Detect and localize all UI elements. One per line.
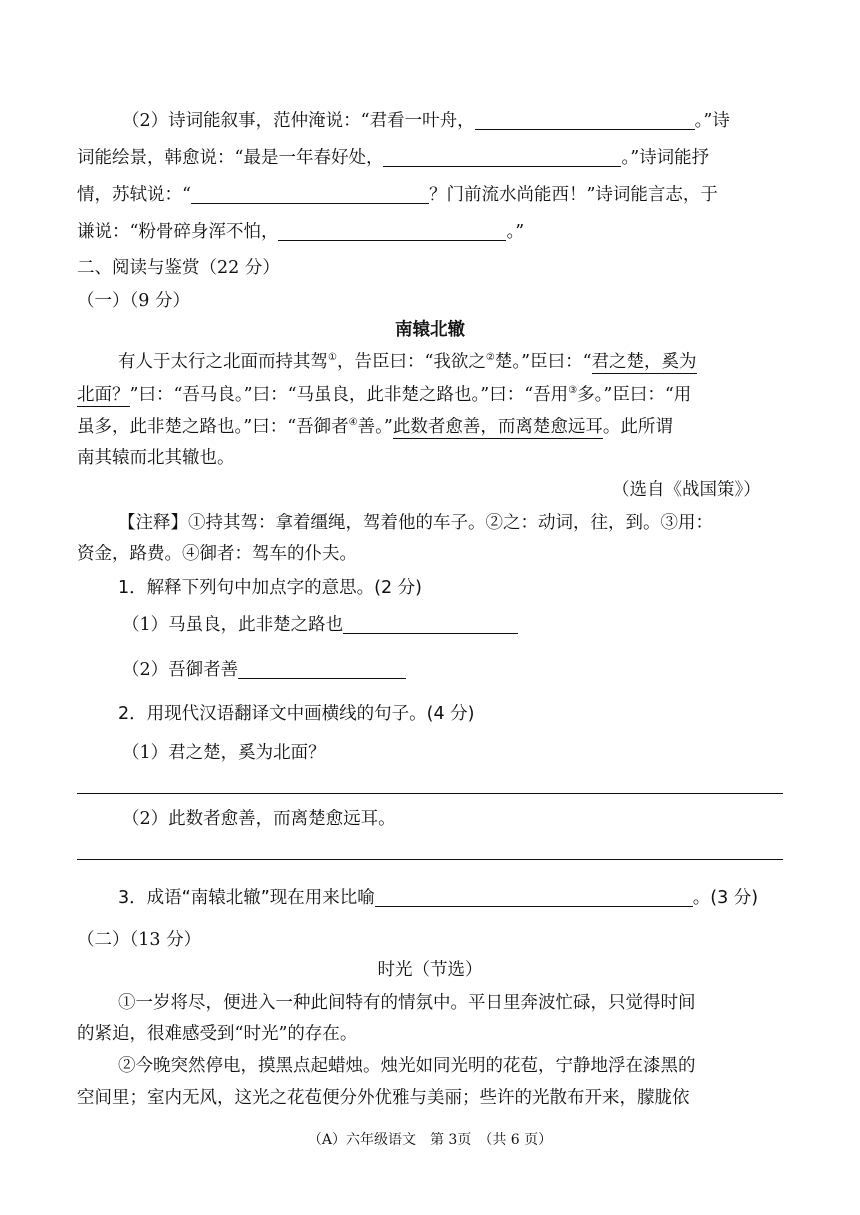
notes-line-2: 资金，路费。④御者：驾车的仆夫。 <box>77 544 357 564</box>
passage-line-4 <box>77 450 235 468</box>
part-label: （二）（13 分） <box>77 930 202 950</box>
question-text: （1）马虽良，此非楚之路也 <box>122 615 344 635</box>
question-text: 。(3 分) <box>692 888 759 908</box>
footnote-mark: ① <box>328 352 337 363</box>
passage-line: 空间里；室内无风，这光之花苞便分外优雅与美丽；些许的光散布开来，朦胧依 <box>77 1088 690 1108</box>
question-text: （2）吾御者善 <box>122 660 239 680</box>
source-citation: （选自《战国策》） <box>612 480 761 500</box>
answer-blank[interactable] <box>191 203 429 204</box>
poetry-text: ？门前流水尚能西！”诗词能言志，于 <box>428 185 718 205</box>
answer-blank[interactable] <box>475 129 695 130</box>
section-heading: 二、阅读与鉴赏（22 分） <box>77 258 280 278</box>
poetry-text: 谦说：“粉骨碎身浑不怕， <box>77 222 279 242</box>
poetry-line-3 <box>77 187 718 205</box>
notes-line-1: 【注释】①持其驾：拿着缰绳，驾着他的车子。②之：动词，往，到。③用： <box>118 513 713 533</box>
page-footer: （A）六年级语文 第 3页 （共 6 页） <box>307 1132 553 1148</box>
poetry-line-4 <box>77 224 524 242</box>
question-text: 3．成语“南辕北辙”现在用来比喻 <box>118 888 375 908</box>
passage-line-3 <box>77 418 673 437</box>
underlined-sentence: 北面？ <box>77 385 130 405</box>
poetry-text: 情，苏轼说：“ <box>77 185 191 205</box>
question-2-2: （2）此数者愈善，而离楚愈远耳。 <box>122 809 396 829</box>
poetry-line-2 <box>77 150 709 168</box>
poetry-line-1 <box>122 113 730 131</box>
passage-text: 。此所谓 <box>602 417 673 437</box>
poetry-text: 。”诗 <box>694 111 730 131</box>
passage-text: ，告臣曰：“我欲之 <box>336 352 486 372</box>
passage-text: 有人于太行之北面而持其驾 <box>118 352 328 372</box>
answer-blank[interactable] <box>375 906 693 907</box>
question-1-2 <box>122 662 406 680</box>
passage-text: 多。”臣曰：“用 <box>577 385 692 405</box>
passage-text: 虽多，此非楚之路也。”曰：“吾御者 <box>77 417 349 437</box>
answer-line[interactable] <box>77 793 783 794</box>
footnote-mark: ④ <box>348 417 358 428</box>
passage-title: 南辕北辙 <box>395 320 465 340</box>
passage-line-1 <box>118 353 697 372</box>
poetry-text: （2）诗词能叙事，范仲淹说：“君看一叶舟， <box>122 111 475 131</box>
answer-blank[interactable] <box>278 240 506 241</box>
underlined-sentence: 君之楚，奚为 <box>591 352 697 372</box>
footnote-mark: ③ <box>568 385 578 396</box>
answer-blank[interactable] <box>238 678 406 679</box>
passage-text: 南其辕而北其辙也。 <box>77 448 235 468</box>
answer-blank[interactable] <box>343 633 518 634</box>
question-2-1: （1）君之楚，奚为北面？ <box>122 743 326 763</box>
passage-line: ①一岁将尽，便进入一种此间特有的情氛中。平日里奔波忙碌，只觉得时间 <box>118 993 696 1013</box>
answer-line[interactable] <box>77 859 783 860</box>
part-label: （一）（9 分） <box>77 291 190 311</box>
answer-blank[interactable] <box>383 166 621 167</box>
question-1: 1．解释下列句中加点字的意思。(2 分) <box>118 578 422 598</box>
question-2: 2．用现代汉语翻译文中画横线的句子。(4 分) <box>118 704 475 724</box>
poetry-text: 词能绘景，韩愈说：“最是一年春好处， <box>77 148 384 168</box>
underlined-sentence: 此数者愈善，而离楚愈远耳 <box>392 417 603 437</box>
passage-text: ”曰：“吾马良。”曰：“马虽良，此非楚之路也。”曰：“吾用 <box>129 385 569 405</box>
poetry-text: 。” <box>506 222 525 242</box>
question-1-1 <box>122 617 518 635</box>
passage-line-2 <box>77 386 691 405</box>
passage-line: ②今晚突然停电，摸黑点起蜡烛。烛光如同光明的花苞，宁静地浮在漆黑的 <box>118 1056 696 1076</box>
footnote-mark: ② <box>485 352 495 363</box>
question-3 <box>118 890 758 908</box>
passage-text: 善。” <box>357 417 393 437</box>
passage-title: 时光（节选） <box>377 960 483 980</box>
passage-line: 的紧迫，很难感受到“时光”的存在。 <box>77 1024 358 1044</box>
passage-text: 楚。”臣曰：“ <box>494 352 592 372</box>
poetry-text: 。”诗词能抒 <box>621 148 710 168</box>
